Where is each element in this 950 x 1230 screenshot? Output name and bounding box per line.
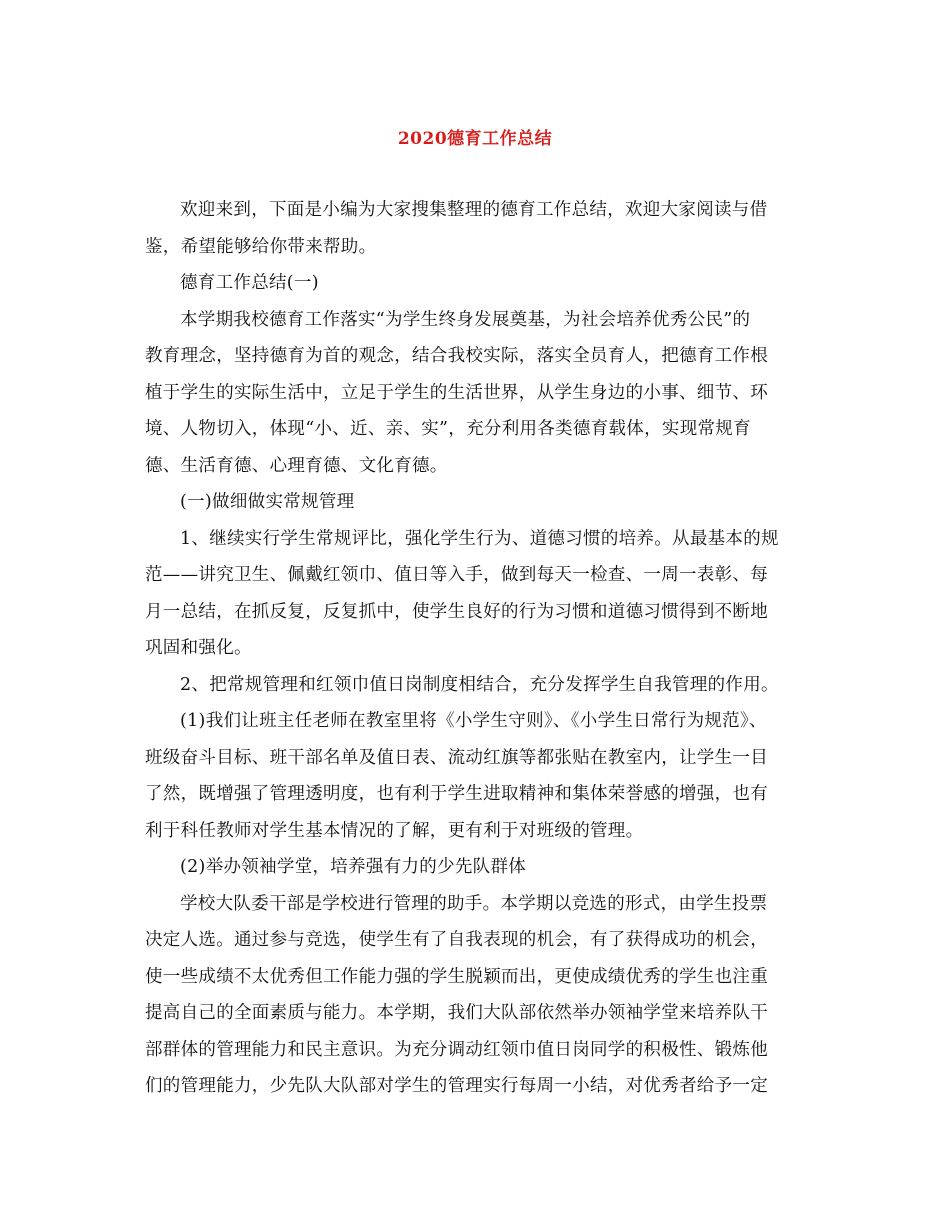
text-line: 使一些成绩不太优秀但工作能力强的学生脱颖而出，更使成绩优秀的学生也注重 bbox=[145, 966, 768, 987]
text-line: 范——讲究卫生、佩戴红领巾、值日等入手，做到每天一检查、一周一表彰、每 bbox=[145, 565, 768, 585]
text-line: 德、生活育德、心理育德、文化育德。 bbox=[145, 455, 448, 476]
text-line: 本学期我校德育工作落实“为学生终身发展奠基，为社会培养优秀公民”的 bbox=[180, 309, 751, 330]
text-line: 月一总结，在抓反复，反复抓中，使学生良好的行为习惯和道德习惯得到不断地 bbox=[145, 601, 768, 622]
text-line: 学校大队委干部是学校进行管理的助手。本学期以竞选的形式，由学生投票 bbox=[180, 893, 768, 914]
text-line: 欢迎来到，下面是小编为大家搜集整理的德育工作总结，欢迎大家阅读与借 bbox=[180, 200, 768, 220]
text-line: 2、把常规管理和红领巾值日岗制度相结合，充分发挥学生自我管理的作用。 bbox=[180, 674, 779, 695]
text-line: 利于科任教师对学生基本情况的了解，更有利于对班级的管理。 bbox=[145, 820, 644, 841]
text-line: 境、人物切入，体现“小、近、亲、实”，充分利用各类德育载体，实现常规育 bbox=[145, 419, 751, 439]
text-line: (一)做细做实常规管理 bbox=[180, 492, 355, 512]
text-line: 德育工作总结(一) bbox=[180, 273, 319, 293]
text-line: 植于学生的实际生活中，立足于学生的生活世界，从学生身边的小事、细节、环 bbox=[145, 382, 768, 403]
text-line: 鉴，希望能够给你带来帮助。 bbox=[145, 236, 377, 257]
text-line: 巩固和强化。 bbox=[145, 638, 252, 658]
text-line: (2)举办领袖学堂，培养强有力的少先队群体 bbox=[180, 857, 527, 877]
text-line: 决定人选。通过参与竞选，使学生有了自我表现的机会，有了获得成功的机会， bbox=[145, 930, 768, 950]
text-line: 了然，既增强了管理透明度，也有利于学生进取精神和集体荣誉感的增强，也有 bbox=[145, 784, 768, 804]
text-line: (1)我们让班主任老师在教室里将《小学生守则》、《小学生日常行为规范》、 bbox=[180, 711, 767, 731]
text-line: 教育理念，坚持德育为首的观念，结合我校实际，落实全员育人，把德育工作根 bbox=[145, 346, 768, 366]
text-line: 部群体的管理能力和民主意识。为充分调动红领巾值日岗同学的积极性、锻炼他 bbox=[145, 1039, 768, 1060]
document-body bbox=[145, 192, 810, 1105]
text-line: 提高自己的全面素质与能力。本学期，我们大队部依然举办领袖学堂来培养队干 bbox=[145, 1003, 768, 1023]
document-title: 2020德育工作总结 bbox=[397, 129, 553, 149]
text-line: 们的管理能力，少先队大队部对学生的管理实行每周一小结，对优秀者给予一定 bbox=[145, 1076, 768, 1096]
text-line: 班级奋斗目标、班干部名单及值日表、流动红旗等都张贴在教室内，让学生一目 bbox=[145, 747, 768, 768]
text-line: 1、继续实行学生常规评比，强化学生行为、道德习惯的培养。从最基本的规 bbox=[180, 528, 779, 549]
